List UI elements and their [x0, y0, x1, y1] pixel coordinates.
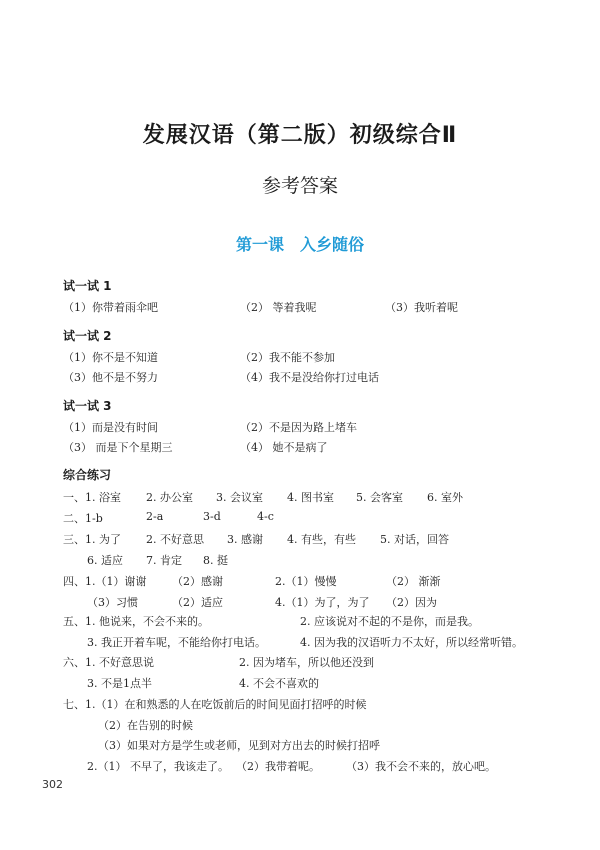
page-number: 302	[42, 778, 63, 791]
answer-text: （4） 她不是病了	[240, 441, 328, 454]
answer-text: 7. 肯定	[146, 554, 182, 567]
answer-text: （2） 等着我呢	[240, 301, 317, 314]
answer-text: （2）因为	[386, 596, 437, 609]
answer-text: （2）我带着呢。	[236, 760, 320, 773]
answer-text: 3. 会议室	[216, 491, 263, 504]
answer-text: 4. 因为我的汉语听力不太好，所以经常听错。	[300, 636, 523, 649]
section-heading-try2: 试一试 2	[63, 329, 112, 343]
answer-text: （3）他不是不努力	[63, 371, 158, 384]
answer-text: 4. 图书室	[287, 491, 334, 504]
page-title: 发展汉语（第二版）初级综合Ⅱ	[142, 123, 458, 148]
page-subtitle: 参考答案	[261, 175, 338, 197]
answer-text: 六、1. 不好意思说	[63, 656, 154, 669]
answer-text: （1）你带着雨伞吧	[63, 301, 158, 314]
answer-text: （3）我听着呢	[385, 301, 458, 314]
answer-text: （1）而是没有时间	[63, 421, 158, 434]
answer-text: 3. 不是1点半	[87, 677, 152, 690]
answer-text: 四、1.（1）谢谢	[63, 575, 147, 588]
answer-text: （2）不是因为路上堵车	[240, 421, 357, 434]
lesson-heading	[0, 232, 600, 255]
answer-text: （2）在告别的时候	[98, 719, 193, 732]
answer-text: 2.（1）慢慢	[275, 575, 337, 588]
answer-text: （3）如果对方是学生或老师，见到对方出去的时候打招呼	[98, 739, 380, 752]
answer-text: 2. 因为堵车，所以他还没到	[239, 656, 374, 669]
answer-text: （4）我不是没给你打过电话	[240, 371, 379, 384]
answer-text: 6. 室外	[427, 491, 463, 504]
answer-text: （2） 渐渐	[386, 575, 441, 588]
section-heading-try3: 试一试 3	[63, 399, 112, 413]
answer-text: （3） 而是下个星期三	[63, 441, 173, 454]
answer-text: 2-a	[146, 510, 164, 523]
answer-text: 5. 对话，回答	[380, 533, 449, 546]
answer-text: 4. 不会不喜欢的	[239, 677, 319, 690]
answer-text: 2. 不好意思	[146, 533, 204, 546]
answer-text: 三、1. 为了	[63, 533, 121, 546]
section-heading-try1: 试一试 1	[63, 279, 112, 293]
answer-text: 3. 感谢	[227, 533, 263, 546]
answer-text: 一、1. 浴室	[63, 491, 121, 504]
answer-text: 二、1-b	[63, 512, 103, 525]
answer-text: 4.（1）为了，为了	[275, 596, 370, 609]
answer-text: 4-c	[257, 510, 274, 523]
answer-text: 七、1.（1）在和熟悉的人在吃饭前后的时间见面打招呼的时候	[63, 698, 367, 711]
answer-text: 2. 办公室	[146, 491, 193, 504]
lesson-title: 入乡随俗	[300, 235, 365, 254]
answer-text: 2. 应该说对不起的不是你，而是我。	[300, 615, 479, 628]
answer-text: 5. 会客室	[356, 491, 403, 504]
answer-text: （2）感谢	[172, 575, 223, 588]
answer-text: 6. 适应	[87, 554, 123, 567]
answer-text: 4. 有些，有些	[287, 533, 356, 546]
answer-text: （3）我不会不来的，放心吧。	[346, 760, 496, 773]
answer-text: 3-d	[203, 510, 221, 523]
answer-text: （2）适应	[172, 596, 223, 609]
answer-text: （1）你不是不知道	[63, 351, 158, 364]
answer-text: （2）我不能不参加	[240, 351, 335, 364]
answer-text: 2.（1） 不早了，我该走了。	[87, 760, 229, 773]
section-heading-exercises: 综合练习	[63, 468, 112, 482]
answer-text: 8. 挺	[203, 554, 228, 567]
answer-text: 3. 我正开着车呢，不能给你打电话。	[87, 636, 266, 649]
answer-text: （3）习惯	[87, 596, 138, 609]
lesson-number: 第一课	[235, 235, 284, 254]
answer-text: 五、1. 他说来，不会不来的。	[63, 615, 209, 628]
